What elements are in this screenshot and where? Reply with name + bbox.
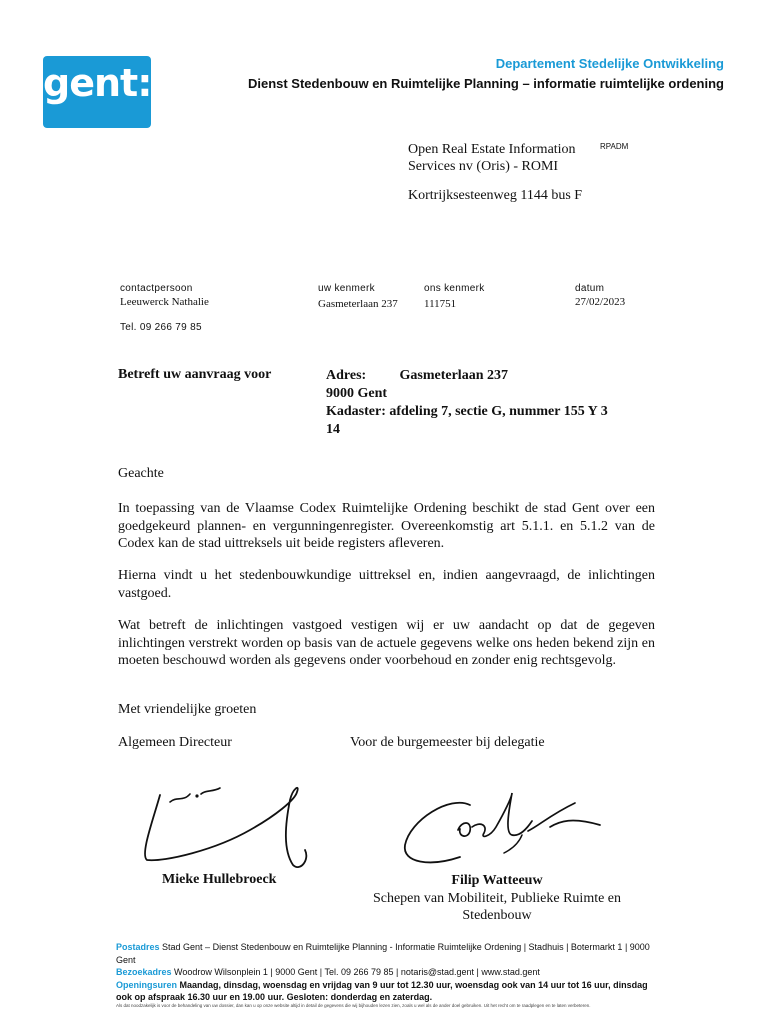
- paragraph-1: In toepassing van de Vlaamse Codex Ruimtelijke Ordening beschikt de stad Gent over een goedgekeurd plannen- en vergunningenregister. Overeenkomstig art 5.1.1. en 5.1.2 van de Codex kan de stad uittreksels uit beide registers afleveren.: [118, 501, 655, 551]
- right-signatory-role-2: Stedenbouw: [462, 908, 532, 923]
- uw-kenmerk-value: Gasmeterlaan 237: [318, 298, 398, 310]
- left-signatory-title: Algemeen Directeur: [118, 735, 232, 750]
- footer-openingsuren: [116, 979, 658, 1004]
- department-title: Departement Stedelijke Ontwikkeling: [495, 56, 724, 71]
- telephone: Tel. 09 266 79 85: [120, 322, 202, 333]
- postadres-value: Stad Gent – Dienst Stedenbouw en Ruimtelijke Planning - Informatie Ruimtelijke Ordening | Stadhuis | Botermarkt 1 | 9000 Gent: [116, 942, 650, 965]
- recipient-code: RPADM: [600, 142, 629, 151]
- recipient-line-1: Open Real Estate Information: [408, 142, 576, 157]
- greeting: Geachte: [118, 466, 164, 481]
- recipient-line-2: Services nv (Oris) - ROMI: [408, 159, 559, 174]
- address-row: [326, 367, 656, 385]
- recipient-name: [408, 141, 598, 175]
- datum-value: 27/02/2023: [575, 296, 626, 308]
- address-value: Gasmeterlaan 237: [399, 368, 508, 383]
- kadaster: Kadaster: afdeling 7, sectie G, nummer 155 Y 3: [326, 404, 608, 419]
- contact-value: Leeuwerck Nathalie: [120, 296, 209, 308]
- ons-kenmerk-value: 111751: [424, 298, 457, 310]
- closing: Met vriendelijke groeten: [118, 702, 257, 717]
- paragraph-2: Hierna vindt u het stedenbouwkundige uittreksel en, indien aangevraagd, de inlichtingen vastgoed.: [118, 568, 655, 601]
- footer-bezoekadres: [116, 966, 658, 979]
- right-signatory-role-1: Schepen van Mobiliteit, Publieke Ruimte en: [372, 890, 622, 906]
- postadres-label: Postadres: [116, 942, 160, 952]
- paragraph-3: Wat betreft de inlichtingen vastgoed vestigen wij er uw aandacht op dat de gegeven inlichtingen verstrekt worden op basis van de actuele gegevens welke ons heden bekend zijn en moeten beschouwd worden als gegevens onder voorbehoud en zonder enig rechtsgevolg.: [118, 618, 655, 668]
- left-signatory-name: Mieke Hullebroeck: [162, 872, 277, 887]
- bezoekadres-label: Bezoekadres: [116, 967, 172, 977]
- subject-address-block: [326, 367, 656, 439]
- gent-logo: [43, 56, 151, 128]
- right-signatory-title: Voor de burgemeester bij delegatie: [350, 735, 545, 750]
- footer: [116, 941, 658, 1004]
- footer-postadres: [116, 941, 658, 966]
- address-city: 9000 Gent: [326, 386, 388, 401]
- logo-text: gent:: [43, 61, 152, 105]
- recipient-street: Kortrijksesteenweg 1144 bus F: [408, 188, 583, 203]
- ons-kenmerk-label: ons kenmerk: [424, 283, 485, 294]
- signature-right: [400, 775, 620, 870]
- dienst-title: Dienst Stedenbouw en Ruimtelijke Planning – informatie ruimtelijke ordening: [247, 76, 724, 91]
- right-signatory-name: Filip Watteeuw: [451, 873, 543, 888]
- bezoekadres-value: Woodrow Wilsonplein 1 | 9000 Gent | Tel. 09 266 79 85 | notaris@stad.gent | www.stad.gent: [171, 967, 540, 977]
- uw-kenmerk-label: uw kenmerk: [318, 283, 375, 294]
- footer-fine-print: Als dat noodzakelijk is voor de behandeling van uw dossier, dan kan u op onze website altijd in detail de gegevens die wij bijhouden lezen zien, zoals u wel als de ander doel gebruiken. Uit het recht om te raadplegen en te laten verbeteren.: [116, 1003, 591, 1008]
- contact-label: contactpersoon: [120, 283, 193, 294]
- datum-label: datum: [575, 283, 605, 294]
- openingsuren-value: Maandag, dinsdag, woensdag en vrijdag van 9 uur tot 12.30 uur, woensdag ook van 14 uur tot 16 uur, dinsdag ook op afspraak 16.30 uur en 19.00 uur. Gesloten: donderdag en zaterdag.: [116, 979, 648, 1002]
- openingsuren-label: Openingsuren: [116, 979, 178, 990]
- subject-label: Betreft uw aanvraag voor: [118, 367, 272, 382]
- address-label: Adres:: [326, 368, 367, 383]
- right-signatory: [356, 872, 638, 925]
- kadaster-continued: 14: [326, 422, 340, 437]
- signature-left: [135, 780, 335, 875]
